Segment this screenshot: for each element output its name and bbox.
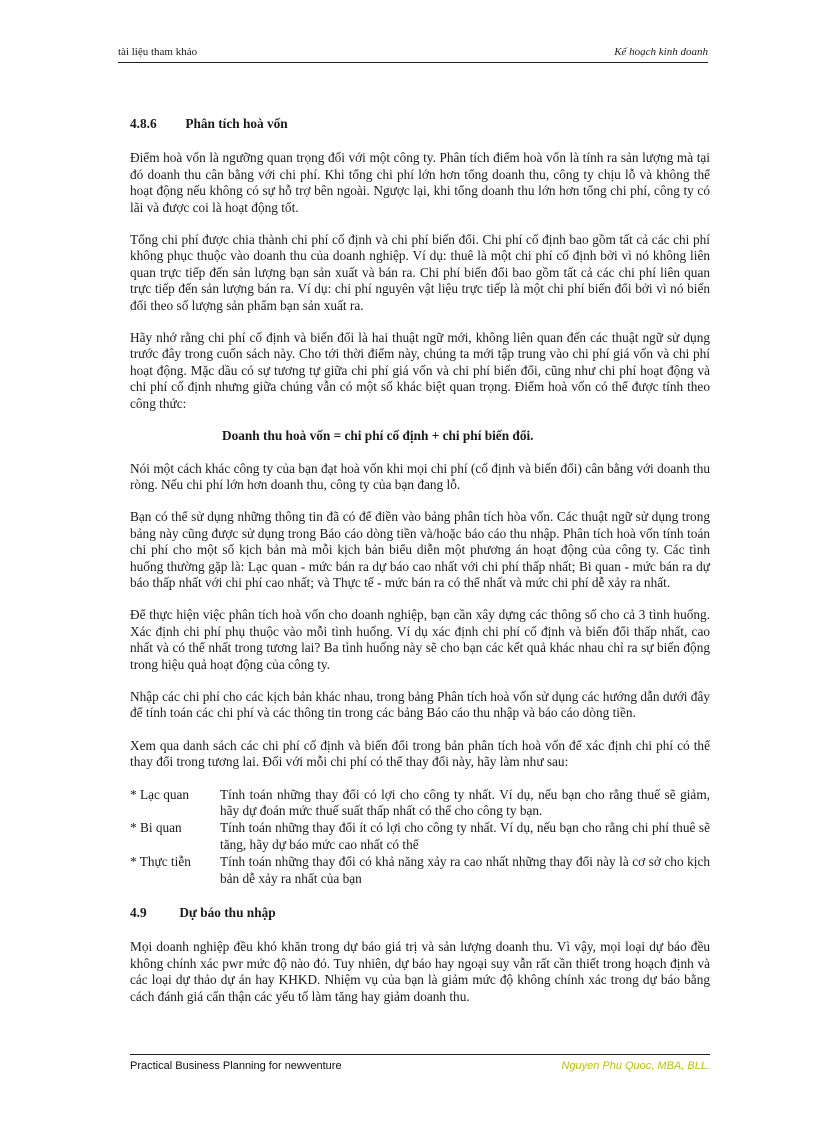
header-left-text: tài liệu tham khảo (118, 46, 198, 58)
scenario-label: * Thực tiễn (130, 854, 191, 870)
section-title: Dự báo thu nhập (179, 905, 276, 921)
section-heading-4-8-6 (130, 116, 710, 132)
scenario-text: Tính toán những thay đổi có khả năng xảy ra cao nhất những thay đổi này là cơ sở cho kịch bản dễ xảy ra nhất của bạn (220, 854, 710, 886)
page-header (118, 46, 708, 63)
scenario-text: Tính toán những thay đổi có lợi cho công ty nhất. Ví dụ, nếu bạn cho rằng thuế sẽ giảm, hãy dự đoán mức thuế suất thấp nhất có thể cho công ty bạn. (220, 786, 710, 818)
scenario-label: * Lạc quan (130, 786, 190, 802)
paragraph: Mọi doanh nghiệp đều khó khăn trong dự báo giá trị và sản lượng doanh thu. Vì vậy, mọi loại dự báo đều không chính xác pwr mức độ nào đó. Tuy nhiên, dự báo hay ngoại suy vẫn rất cần thiết trong hoạch định và các loại dự thảo dự án hay KHKD. Nhiệm vụ của bạn là giảm mức độ không chính xác trong dự báo bằng cách đánh giá cẩn thận các yếu tố làm tăng hay giảm doanh thu. (130, 939, 710, 1004)
paragraph: Điểm hoà vốn là ngưỡng quan trọng đối với một công ty. Phân tích điểm hoà vốn là tính ra sản lượng mà tại đó doanh thu cân bằng với chi phí. Khi tổng chi phí lớn hơn tổng doanh thu, công ty chịu lỗ và không thể hoạt động nếu không có sự hỗ trợ bên ngoài. Ngược lại, khi tổng doanh thu lớn hơn tổng chi phí, công ty có lãi và được coi là hoạt động tốt. (130, 150, 710, 215)
paragraph: Tổng chi phí được chia thành chi phí cố định và chi phí biến đổi. Chi phí cố định bao gồm tất cả các chi phí không phục thuộc vào doanh thu của doanh nghiệp. Ví dụ: thuê là một chi phí cố định bởi vì nó không liên quan trực tiếp đến sản lượng bạn sản xuất và bán ra. Chi phí biến đổi bao gồm tất cả các chi phí liên quan trực tiếp đến sản lượng bán ra. Ví dụ: chi phí nguyên vật liệu trực tiếp là một chi phí biến đổi bởi vì nó biến đổi theo số lượng sản phẩm bạn sản xuất ra. (130, 232, 710, 313)
break-even-formula: Doanh thu hoà vốn = chi phí cố định + chi phí biến đổi. (222, 428, 534, 444)
paragraph: Nhập các chi phí cho các kịch bản khác nhau, trong bảng Phân tích hoà vốn sử dụng các hướng dẫn dưới đây để tính toán các chi phí và các thông tin trong các bảng Báo cáo thu nhập và báo cáo dòng tiền. (130, 688, 710, 721)
scenario-item (130, 787, 710, 820)
document-body (130, 116, 710, 1021)
page-footer (130, 1054, 710, 1075)
paragraph: Nói một cách khác công ty của bạn đạt hoà vốn khi mọi chi phí (cố định và biến đổi) cân bằng với doanh thu ròng. Nếu chi phí lớn hơn doanh thu, công ty của bạn đang lỗ. (130, 460, 710, 492)
scenario-item (130, 854, 710, 887)
scenario-item (130, 820, 710, 853)
scenario-text: Tính toán những thay đổi ít có lợi cho công ty nhất. Ví dụ, nếu bạn cho rằng chi phí thuê sẽ tăng, hãy dự báo mức cao nhất có thể (220, 820, 710, 852)
paragraph: Bạn có thể sử dụng những thông tin đã có để điền vào bảng phân tích hòa vốn. Các thuật ngữ sử dụng trong bảng này cũng được sử dụng trong Báo cáo dòng tiền và/hoặc báo cáo thu nhập. Phân tích hoà vốn tính toán chi phí cho một số kịch bản mà mỗi kịch bản biểu diễn một phương án hoạt động của công ty. Các tình huống thường gặp là: Lạc quan - mức bán ra dự báo cao nhất với chi phí thấp nhất; Bi quan - mức bán ra dự báo thấp nhất với chi phí cao nhất; và Thực tế - mức bán ra có thể nhất và mức chi phí dễ xảy ra nhất. (130, 509, 710, 590)
section-heading-4-9 (130, 905, 710, 921)
section-title: Phân tích hoà vốn (185, 116, 288, 131)
header-right-text: Kế hoạch kinh doanh (614, 46, 708, 58)
section-number: 4.8.6 (130, 116, 157, 131)
scenario-label: * Bi quan (130, 820, 182, 836)
footer-left-text: Practical Business Planning for newventure (130, 1060, 342, 1072)
section-number: 4.9 (130, 905, 147, 921)
paragraph: Xem qua danh sách các chi phí cố định và biến đổi trong bản phân tích hoà vốn để xác định chi phí có thể thay đổi trong tương lai. Đối với mỗi chi phí có thể thay đổi này, hãy làm như sau: (130, 737, 710, 770)
scenario-list (130, 787, 710, 887)
paragraph: Để thực hiện việc phân tích hoà vốn cho doanh nghiệp, bạn cần xây dựng các thông số cho cả 3 tình huống. Xác định chi phí phụ thuộc vào mỗi tình huống. Ví dụ xác định chi phí cố định và biến đổi thấp nhất, cao nhất và có thể nhất trong tương lai? Ba tình huống này sẽ cho bạn các kết quả khác nhau chỉ ra sự biến động trong hiệu quả hoạt động của công ty. (130, 607, 710, 672)
footer-right-text: Nguyen Phu Quoc, MBA, BLL. (561, 1060, 710, 1072)
paragraph: Hãy nhớ rằng chi phí cố định và biến đổi là hai thuật ngữ mới, không liên quan đến các thuật ngữ sử dụng trước đây trong cuốn sách này. Cho tới thời điểm này, chúng ta mới tập trung vào chi phí giá vốn và chi phí hoạt động. Mặc dầu có sự tương tự giữa chi phí giá vốn và chi phí biến đổi, cũng như chi phí hoạt động và chi phí cố định nhưng giữa chúng vẫn có một số khác biệt quan trọng. Điểm hoà vốn có thể được tính theo công thức: (130, 330, 710, 411)
